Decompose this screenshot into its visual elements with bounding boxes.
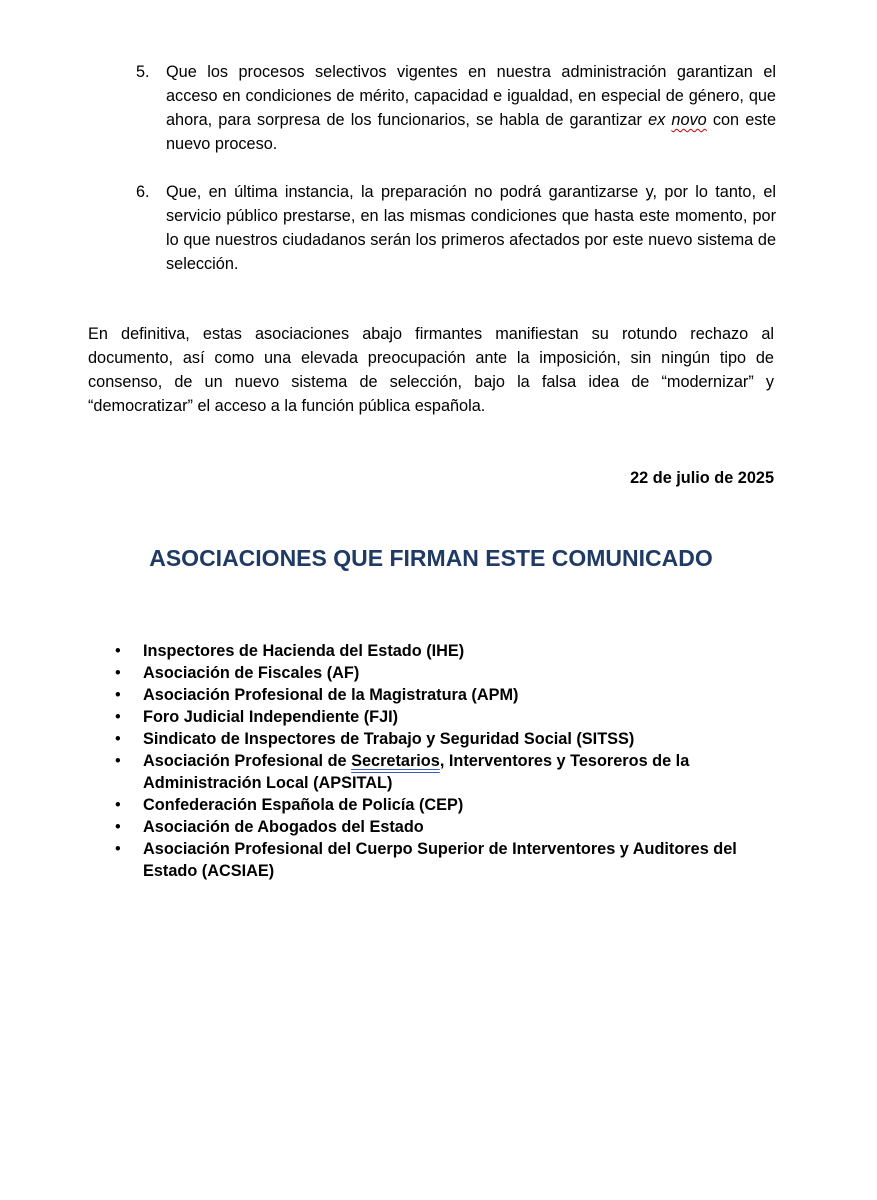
- section-title: ASOCIACIONES QUE FIRMAN ESTE COMUNICADO: [149, 545, 713, 571]
- signatory-name: Asociación de Fiscales (AF): [143, 664, 360, 682]
- signatory-item: [112, 838, 792, 882]
- numbered-list: [136, 60, 776, 300]
- bullet-icon: •: [115, 752, 121, 770]
- bullet-icon: •: [115, 708, 121, 726]
- item-text: [166, 60, 776, 156]
- signatory-item: [112, 662, 792, 684]
- signatory-name: Foro Judicial Independiente (FJI): [143, 708, 399, 726]
- signatory-name: [143, 752, 689, 792]
- item-text-part: con este nuevo proceso.: [166, 111, 777, 153]
- bullet-icon: •: [115, 642, 121, 660]
- signatory-name-part: , Interventores y Tesoreros de la Administración Local (APSITAL): [143, 752, 690, 792]
- signatory-name: Asociación Profesional de la Magistratura (APM): [143, 686, 519, 704]
- conclusion-paragraph: En definitiva, estas asociaciones abajo firmantes manifiestan su rotundo rechazo al documento, así como una elevada preocupación ante la imposición, sin ningún tipo de consenso, de un nuevo sistema de selección, bajo la falsa idea de “modernizar” y “democratizar” el acceso a la función pública española.: [88, 325, 774, 415]
- spellcheck-flagged-word: novo: [671, 111, 707, 129]
- list-item-5: [136, 60, 776, 156]
- signatory-item: [112, 728, 792, 750]
- item-text: Que, en última instancia, la preparación no podrá garantizarse y, por lo tanto, el servicio público prestarse, en las mismas condiciones que hasta este momento, por lo que nuestros ciudadanos serán los primeros afectados por este nuevo sistema de selección.: [166, 183, 776, 273]
- item-number: 6.: [136, 183, 150, 201]
- signatory-item: [112, 794, 792, 816]
- list-item-6: [136, 180, 776, 276]
- signatory-item: [112, 750, 792, 794]
- signatory-item: [112, 816, 792, 838]
- item-text-part: Que los procesos selectivos vigentes en nuestra administración garantizan el acceso en condiciones de mérito, capacidad e igualdad, en especial de género, que ahora, para sorpresa de los funcionarios, se habla de garantizar: [166, 63, 776, 129]
- bullet-icon: •: [115, 818, 121, 836]
- signatory-item: [112, 684, 792, 706]
- signatory-name: Asociación Profesional del Cuerpo Superior de Interventores y Auditores del Estado (ACSIAE): [143, 840, 737, 880]
- grammar-flagged-word: Secretarios: [351, 752, 440, 770]
- bullet-icon: •: [115, 730, 121, 748]
- item-number: 5.: [136, 63, 150, 81]
- signatory-name: Inspectores de Hacienda del Estado (IHE): [143, 642, 465, 660]
- signatory-name: Sindicato de Inspectores de Trabajo y Seguridad Social (SITSS): [143, 730, 635, 748]
- signatory-item: [112, 640, 792, 662]
- signatory-name: Asociación de Abogados del Estado: [143, 818, 424, 836]
- document-date: 22 de julio de 2025: [630, 469, 774, 487]
- signatory-name: Confederación Española de Policía (CEP): [143, 796, 464, 814]
- italic-word: ex: [648, 111, 666, 129]
- signatories-list: [112, 640, 792, 882]
- bullet-icon: •: [115, 840, 121, 858]
- bullet-icon: •: [115, 664, 121, 682]
- bullet-icon: •: [115, 686, 121, 704]
- bullet-icon: •: [115, 796, 121, 814]
- italic-phrase: [648, 111, 707, 129]
- signatory-item: [112, 706, 792, 728]
- signatory-name-part: Asociación Profesional de: [143, 752, 352, 770]
